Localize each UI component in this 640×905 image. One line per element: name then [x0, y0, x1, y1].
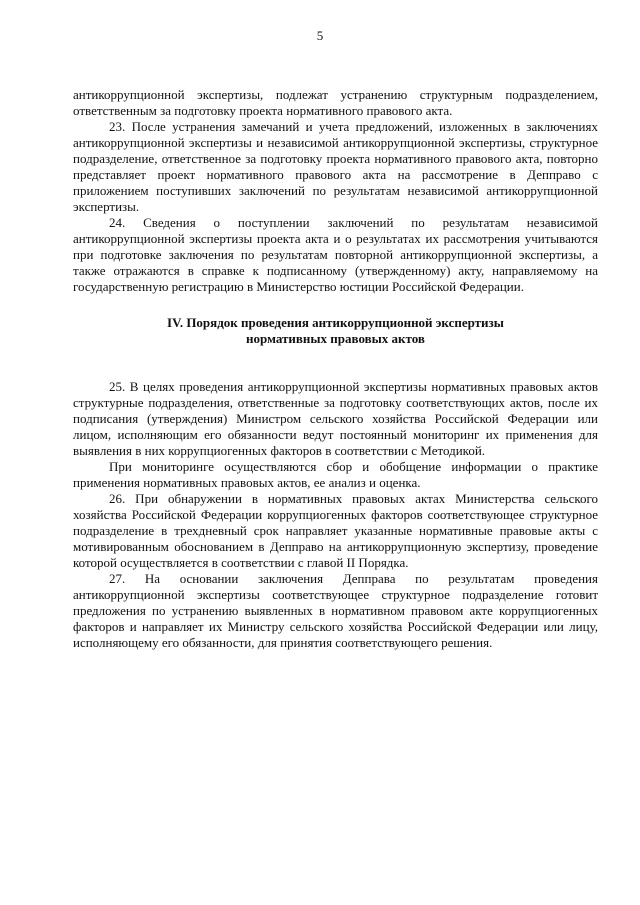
spacer	[73, 347, 598, 379]
spacer	[73, 295, 598, 315]
paragraph-continuation: антикоррупционной экспертизы, подлежат устранению структурным подразделением, ответственным за подготовку проекта нормативного правового акта.	[73, 87, 598, 118]
paragraph-27: 27. На основании заключения Депправа по результатам проведения антикоррупционной экспертизы соответствующее структурное подразделение готовит предложения по устранению выявленных в нормативном правовом акте коррупциогенных факторов и направляет их Министру сельского хозяйства Российской Федерации или лицу, исполняющему его обязанности, для принятия соответствующего решения.	[73, 571, 598, 650]
section-heading-line-2: нормативных правовых актов	[246, 331, 425, 346]
section-heading-iv	[73, 315, 598, 347]
paragraph-23: 23. После устранения замечаний и учета предложений, изложенных в заключениях антикоррупционной экспертизы и независимой антикоррупционной экспертизы, структурное подразделение, ответственное за подготовку проекта нормативного правового акта, повторно представляет проект нормативного правового акта на рассмотрение в Депправо с приложением поступивших заключений по результатам независимой антикоррупционной экспертизы.	[73, 119, 598, 214]
paragraph-26: 26. При обнаружении в нормативных правовых актах Министерства сельского хозяйства Российской Федерации коррупциогенных факторов соответствующее структурное подразделение в трехдневный срок направляет указанные нормативные правовые акты с мотивированным обоснованием в Депправо на антикоррупционную экспертизу, проведение которой осуществляется в соответствии с главой II Порядка.	[73, 491, 598, 570]
paragraph-25-monitoring: При мониторинге осуществляются сбор и обобщение информации о практике применения нормативных правовых актов, ее анализ и оценка.	[73, 459, 598, 490]
page-number: 5	[316, 28, 324, 43]
paragraph-25: 25. В целях проведения антикоррупционной экспертизы нормативных правовых актов структурные подразделения, ответственные за подготовку соответствующих актов, после их подписания (утверждения) Министром сельского хозяйства Российской Федерации или лицом, исполняющим его обязанности ведут постоянный мониторинг их применения для выявления в них коррупциогенных факторов в соответствии с Методикой.	[73, 379, 598, 458]
section-heading-line-1: IV. Порядок проведения антикоррупционной экспертизы	[167, 315, 504, 330]
paragraph-24: 24. Сведения о поступлении заключений по результатам независимой антикоррупционной экспертизы проекта акта и о результатах их рассмотрения учитываются при подготовке заключения по результатам повторной антикоррупционной экспертизы, а также отражаются в справке к подписанному (утвержденному) акту, направляемому на государственную регистрацию в Министерство юстиции Российской Федерации.	[73, 215, 598, 294]
document-body	[73, 87, 598, 651]
